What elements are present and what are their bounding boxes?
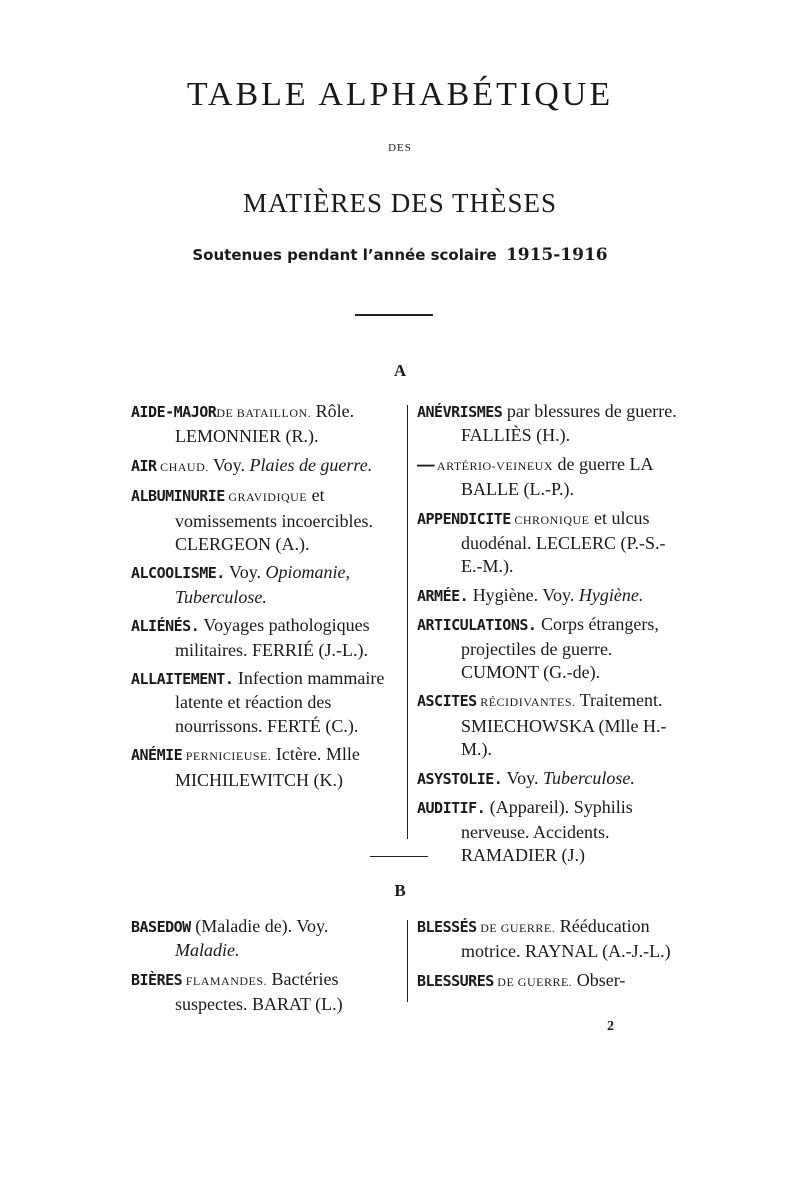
- page-subtitle: MATIÈRES DES THÈSES: [242, 188, 558, 218]
- index-entry-asystolie: [417, 767, 679, 791]
- page-number: 2: [607, 1019, 614, 1034]
- entry-heading: ASCITES: [417, 692, 477, 711]
- index-entry-blessures: [417, 969, 679, 994]
- entry-heading: AIR: [131, 456, 157, 475]
- entry-heading: ANÉVRISMES: [417, 403, 503, 421]
- index-entry-aide-major: [131, 400, 393, 449]
- session-text: Soutenues pendant l’année scolaire: [192, 246, 497, 264]
- entry-heading: ALIÉNÉS.: [131, 617, 200, 636]
- entry-heading: ALBUMINURIE: [131, 487, 225, 506]
- index-entry-blesses: [417, 915, 679, 964]
- entry-heading: APPENDICITE: [417, 509, 511, 528]
- entry-text: Voy.: [224, 562, 266, 583]
- entry-text: Corps étrangers, projectiles de guerre. CUMONT (G.-de).: [461, 614, 659, 683]
- entry-heading: ARTICULATIONS.: [417, 616, 537, 635]
- session-line: [0, 245, 800, 265]
- session-year: 1915-1916: [505, 245, 608, 265]
- index-entry-bieres: [131, 968, 393, 1017]
- entry-cross-reference: Hygiène.: [578, 584, 644, 605]
- section-b-left-column: [131, 915, 393, 1022]
- entry-heading: BASEDOW: [131, 918, 191, 936]
- entry-cross-reference: Plaies de guerre.: [249, 454, 373, 475]
- entry-text: Rôle. LEMONNIER (R.).: [175, 401, 355, 447]
- index-entry-anemie: [131, 743, 393, 792]
- entry-text: Ictère. Mlle MICHILEWITCH (K.): [175, 744, 360, 790]
- entry-qualifier: DE GUERRE.: [476, 921, 556, 935]
- entry-text: par blessures de guerre. FALLIÈS (H.).: [461, 401, 677, 446]
- entry-qualifier: DE BATAILLON.: [216, 406, 312, 420]
- entry-heading: BLESSÉS: [417, 918, 477, 936]
- page-title: TABLE ALPHABÉTIQUE: [186, 76, 614, 113]
- index-entry-allaitement: [131, 667, 393, 738]
- entry-text: (Appareil). Syphilis nerveuse. Accidents. RAMADIER (J.): [461, 797, 633, 865]
- entry-text: Bactéries suspectes. BARAT (L.): [175, 968, 343, 1015]
- index-entry-alienes: [131, 614, 393, 662]
- entry-heading: ANÉMIE: [131, 746, 183, 765]
- entry-text: (Maladie de). Voy.: [190, 916, 329, 936]
- section-letter-b: B: [394, 881, 406, 900]
- entry-qualifier: ARTÉRIO-VEINEUX: [434, 458, 553, 473]
- entry-heading: ASYSTOLIE.: [417, 769, 503, 788]
- index-entry-appendicite: [417, 507, 679, 579]
- section-rule: [370, 856, 428, 857]
- entry-text: et vomissements incoercibles. CLERGEON (A.).: [175, 485, 373, 555]
- entry-cross-reference: Tuberculose.: [543, 767, 635, 788]
- entry-heading: BIÈRES: [131, 970, 183, 989]
- entry-text: et ulcus duodénal. LECLERC (P.-S.-E.-M.).: [461, 507, 666, 577]
- index-entry-alcoolisme: [131, 561, 393, 609]
- entry-text: Infection mammaire latente et réaction des nourrissons. FERTÉ (C.).: [175, 668, 385, 736]
- entry-text: de guerre LA BALLE (L.-P.).: [461, 453, 653, 500]
- section-a-right-column: [417, 400, 679, 872]
- entry-heading: ALCOOLISME.: [131, 564, 225, 583]
- title-rule: [355, 314, 433, 316]
- entry-heading: BLESSURES: [417, 971, 494, 990]
- entry-text: Obser-: [572, 969, 626, 990]
- entry-qualifier: CHRONIQUE: [510, 512, 590, 527]
- entry-heading: ——: [417, 455, 435, 474]
- column-divider-a: [407, 405, 408, 839]
- index-entry-albuminurie: [131, 484, 393, 556]
- index-entry-ascites: [417, 689, 679, 761]
- column-divider-b: [407, 920, 408, 1002]
- index-entry-auditif: [417, 796, 679, 867]
- entry-text: Voy.: [208, 454, 250, 475]
- entry-qualifier: DE GUERRE.: [493, 974, 573, 989]
- index-entry-basedow: [131, 915, 393, 963]
- entry-cross-reference: Maladie.: [175, 940, 240, 961]
- entry-text: Traitement. SMIECHOWSKA (Mlle H.-M.).: [461, 690, 667, 760]
- entry-text: Hygiène. Voy.: [468, 584, 579, 605]
- entry-heading: AIDE-MAJOR: [131, 403, 217, 421]
- entry-heading: ALLAITEMENT.: [131, 670, 234, 689]
- index-entry-ditto: [417, 453, 679, 502]
- entry-qualifier: CHAUD.: [156, 459, 209, 474]
- entry-text: Voyages pathologiques militaires. FERRIÉ (J.-L.).: [175, 615, 370, 660]
- index-entry-anevrismes: [417, 400, 679, 448]
- entry-qualifier: PERNICIEUSE.: [182, 749, 272, 764]
- entry-text: Voy.: [502, 767, 543, 788]
- entry-heading: ARMÉE.: [417, 586, 469, 605]
- entry-qualifier: GRAVIDIQUE: [224, 490, 308, 505]
- index-entry-air: [131, 454, 393, 479]
- entry-text: Rééducation motrice. RAYNAL (A.-J.-L.): [461, 916, 671, 962]
- index-entry-articulations: [417, 613, 679, 684]
- entry-qualifier: RÉCIDIVANTES.: [476, 695, 576, 710]
- entry-heading: AUDITIF.: [417, 799, 486, 818]
- index-entry-armee: [417, 584, 679, 608]
- entry-cross-reference: Opiomanie, Tuberculose.: [175, 562, 351, 607]
- section-b-right-column: [417, 915, 679, 999]
- entry-qualifier: FLAMANDES.: [182, 973, 268, 988]
- section-letter-a: A: [393, 361, 407, 380]
- section-a-left-column: [131, 400, 393, 797]
- title-connector: DES: [388, 142, 412, 154]
